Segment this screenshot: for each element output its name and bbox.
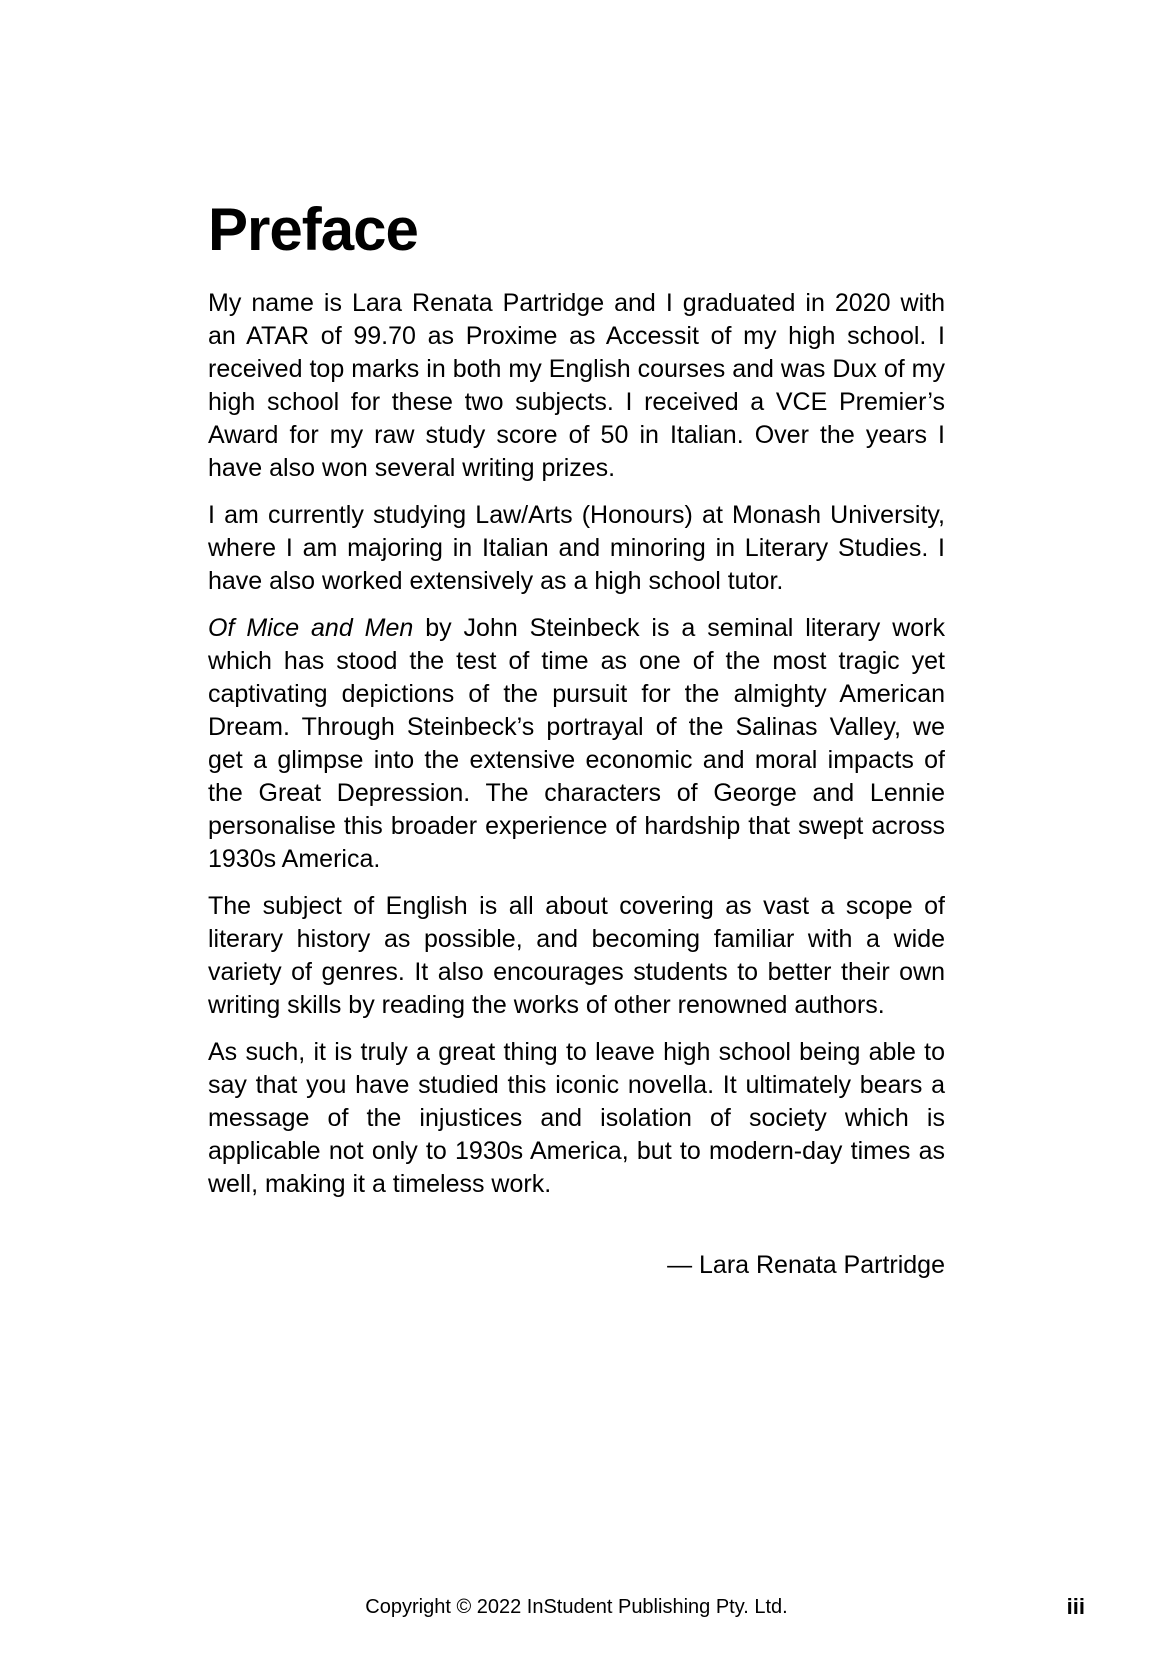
preface-paragraph (208, 890, 945, 1022)
preface-paragraph (208, 1036, 945, 1201)
paragraph-text: The subject of English is all about covering as vast a scope of literary history as possible, and becoming familiar with a wide variety of genres. It also encourages students to better their own writing skills by reading the works of other renowned authors. (208, 892, 945, 1019)
page-title: Preface (208, 196, 418, 263)
paragraphs (208, 287, 945, 1201)
paragraph-text: My name is Lara Renata Partridge and I graduated in 2020 with an ATAR of 99.70 as Proxime as Accessit of my high school. I received top marks in both my English courses and was Dux of my high school for these two subjects. I received a VCE Premier’s Award for my raw study score of 50 in Italian. Over the years I have also won several writing prizes. (208, 289, 945, 482)
paragraph-text: I am currently studying Law/Arts (Honours) at Monash University, where I am majoring in Italian and minoring in Literary Studies. I have also worked extensively as a high school tutor. (208, 501, 945, 595)
page-footer (0, 1594, 1166, 1624)
copyright-notice: Copyright © 2022 InStudent Publishing Pty. Ltd. (365, 1596, 788, 1618)
author-attribution: — Lara Renata Partridge (667, 1251, 945, 1279)
preface-paragraph (208, 287, 945, 485)
paragraph-text: As such, it is truly a great thing to leave high school being able to say that you have studied this iconic novella. It ultimately bears a message of the injustices and isolation of society which is applicable not only to 1930s America, but to modern-day times as well, making it a timeless work. (208, 1038, 945, 1198)
preface-paragraph (208, 612, 945, 876)
page-number: iii (1066, 1594, 1085, 1619)
paragraph-text: by John Steinbeck is a seminal literary work which has stood the test of time as one of the most tragic yet captivating depictions of the pursuit for the almighty American Dream. Through Steinbeck’s portrayal of the Salinas Valley, we get a glimpse into the extensive economic and moral impacts of the Great Depression. The characters of George and Lennie personalise this broader experience of hardship that swept across 1930s America. (208, 614, 945, 873)
preface-paragraph (208, 499, 945, 598)
preface-content (208, 198, 945, 1282)
book-title-italic: Of Mice and Men (208, 614, 414, 642)
